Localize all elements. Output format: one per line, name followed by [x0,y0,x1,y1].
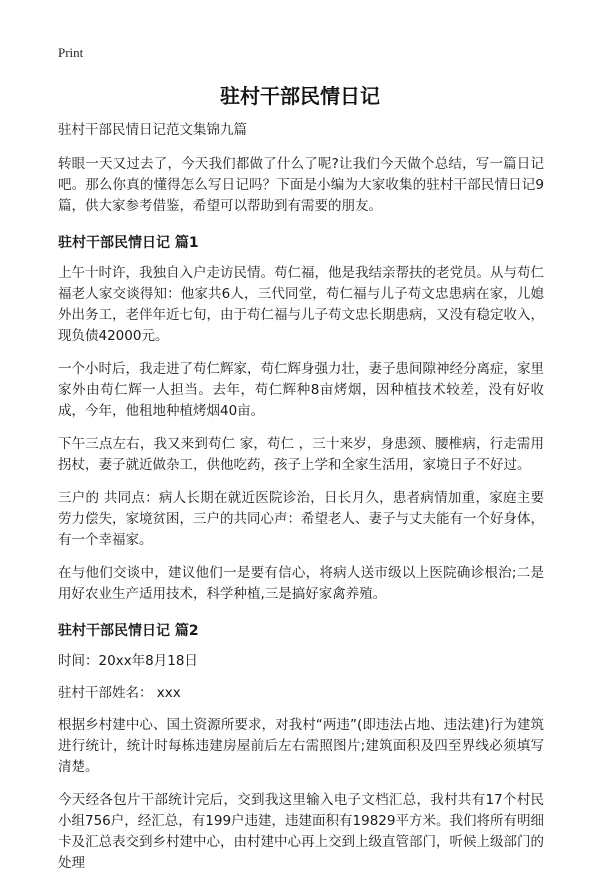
section-heading-1: 驻村干部民情日记 篇1 [58,235,199,251]
cadre-name: 驻村干部姓名： xxx [58,685,181,701]
print-link[interactable]: Print [58,45,84,60]
document-subtitle: 驻村干部民情日记范文集锦九篇 [58,122,247,138]
section2-paragraph: 根据乡村建中心、国土资源所要求，对我村“两违”(即违法占地、违法建)行为建筑进行统计，统计时每栋违建房屋前后左右需照图片;建筑面积及四至界线必须填写清楚。 [58,717,544,775]
section-heading-2: 驻村干部民情日记 篇2 [58,623,199,639]
intro-paragraph: 转眼一天又过去了，今天我们都做了什么了呢?让我们今天做个总结，写一篇日记吧。那么你真的懂得怎么写日记吗？下面是小编为大家收集的驻村干部民情日记9篇，供大家参考借鉴，希望可以帮助到有需要的朋友。 [58,156,544,214]
section1-paragraph: 上午十时许，我独自入户走访民情。苟仁福，他是我结亲帮扶的老党员。从与苟仁福老人家交谈得知：他家共6人，三代同堂，苟仁福与儿子苟文忠患病在家，儿媳外出务工，老伴年近七旬，由于苟仁福与儿子苟文忠长期患病，又没有稳定收入，现负债42000元。 [58,265,544,344]
document-body [58,120,544,886]
page-title: 驻村干部民情日记 [220,84,380,108]
section1-paragraph: 三户的 共同点：病人长期在就近医院诊治，日长月久，患者病情加重，家庭主要劳力偿失，家境贫困，三户的共同心声：希望老人、妻子与丈夫能有一个好身体，有一个幸福家。 [58,490,544,548]
section1-paragraph: 在与他们交谈中，建议他们一是要有信心，将病人送市级以上医院确诊根治;二是用好农业生产适用技术，科学种植,三是搞好家禽养殖。 [58,565,544,602]
diary-time: 时间：20xx年8月18日 [58,653,198,669]
section2-paragraph: 今天经各包片干部统计完后，交到我这里输入电子文档汇总，我村共有17个村民小组756户，经汇总，有199户违建，违建面积有19829平方米。我们将所有明细卡及汇总表交到乡村建中心，由村建中心再上交到上级直管部门，听候上级部门的处理 [58,792,544,871]
section1-paragraph: 一个小时后，我走进了苟仁辉家，苟仁辉身强力壮，妻子患间隙神经分离症，家里家外由苟仁辉一人担当。去年，苟仁辉种8亩烤烟，因种植技术较差，没有好收成，今年，他租地种植烤烟40亩。 [58,361,544,419]
section1-paragraph: 下午三点左右，我又来到苟仁 家，苟仁 ，三十来岁，身患颈、腰椎病，行走需用拐杖，妻子就近做杂工，供他吃药，孩子上学和全家生活用，家境日子不好过。 [58,436,544,473]
